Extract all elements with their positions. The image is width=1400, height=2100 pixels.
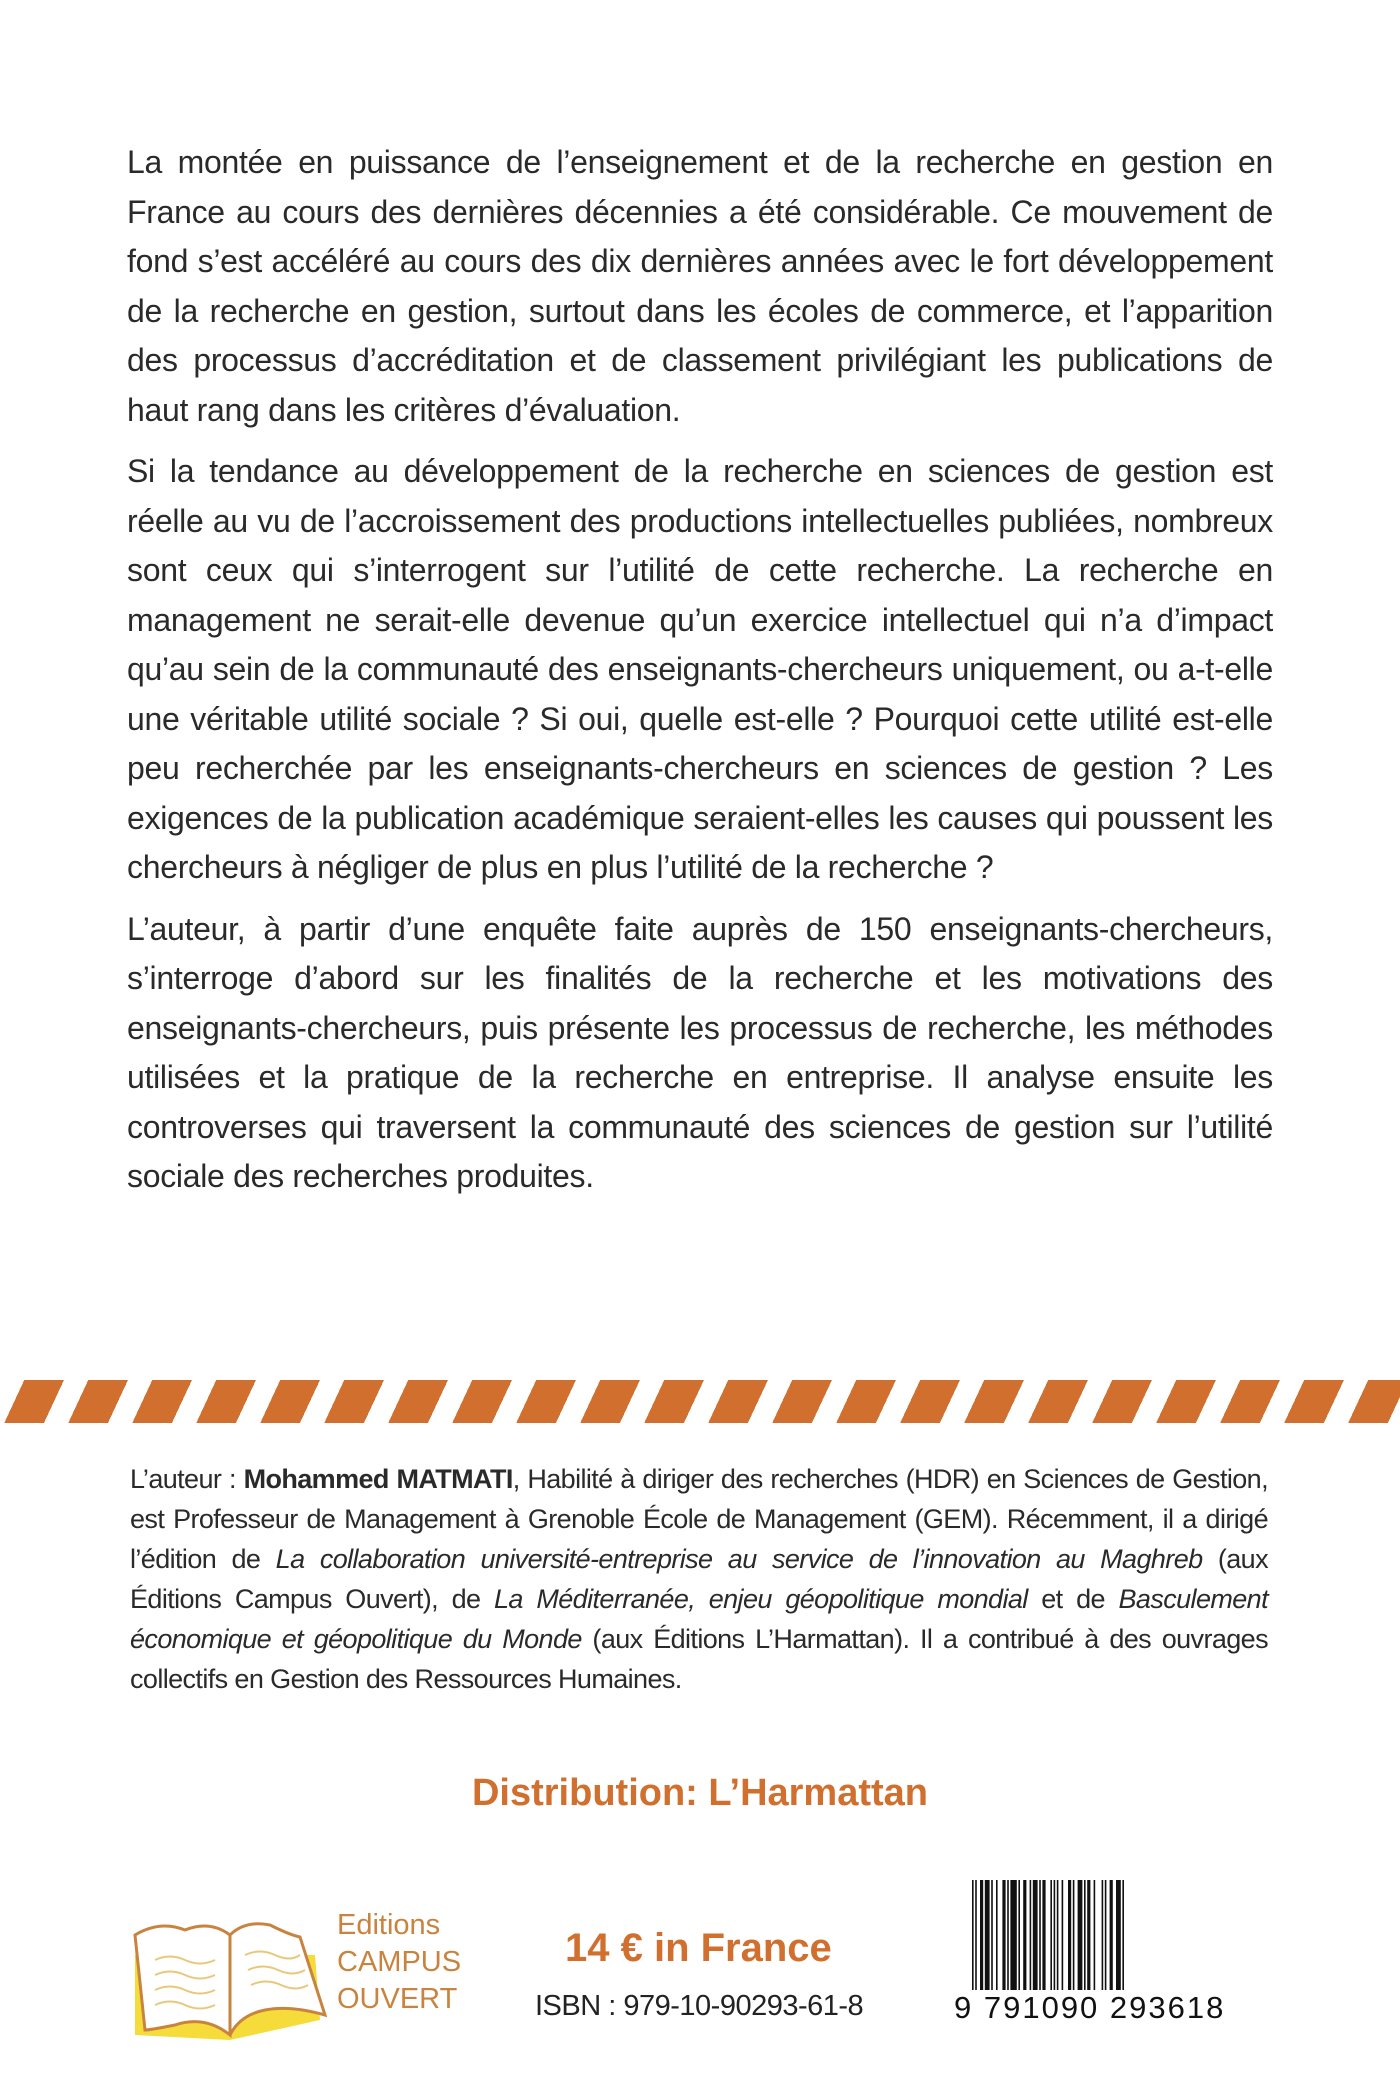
- publisher-name: [337, 1907, 461, 2018]
- publisher-line: CAMPUS: [337, 1946, 462, 1978]
- price: 14 € in France: [565, 1926, 832, 1970]
- blurb-paragraph: Si la tendance au développement de la recherche en sciences de gestion est réelle au vu de l’accroissement des productions intellectuelles publiées, nombreux sont ceux qui s’interrogent sur l’utilité de cette recherche. La recherche en management ne serait-elle devenue qu’un exercice intellectuel qui n’a d’impact qu’au sein de la communauté des enseignants-chercheurs uniquement, ou a-t-elle une véritable utilité sociale ? Si oui, quelle est-elle ? Pourquoi cette utilité est-elle peu recherchée par les enseignants-chercheurs en sciences de gestion ? Les exigences de la publication académique seraient-elles les causes qui poussent les chercheurs à négliger de plus en plus l’utilité de la recherche ?: [127, 453, 1273, 885]
- publisher-line: Editions: [337, 1909, 441, 1941]
- back-cover-blurb: [127, 138, 1273, 1214]
- bio-text: (aux Éditions Campus Ouvert), de: [130, 1544, 1268, 1614]
- isbn: ISBN : 979-10-90293-61-8: [535, 1990, 864, 2022]
- bio-text: et de: [1027, 1584, 1119, 1614]
- blurb-paragraph: La montée en puissance de l’enseignement et de la recherche en gestion en France au cours des dernières décennies a été considérable. Ce mouvement de fond s’est accéléré au cours des dix dernières années avec le fort développement de la recherche en gestion, surtout dans les écoles de commerce, et l’apparition des processus d’accréditation et de classement privilégiant les publications de haut rang dans les critères d’évaluation.: [127, 144, 1273, 428]
- bio-text: , Habilité à diriger des recherches (HDR) en Sciences de Gestion, est Professeur de Management à Grenoble École de Management (GEM). Récemment, il a dirigé l’édition de: [130, 1464, 1268, 1574]
- blurb-paragraph: L’auteur, à partir d’une enquête faite auprès de 150 enseignants-chercheurs, s’interroge d’abord sur les finalités de la recherche et les motivations des enseignants-chercheurs, puis présente les processus de recherche, les méthodes utilisées et la pratique de la recherche en entreprise. Il analyse ensuite les controverses qui traversent la communauté des sciences de gestion sur l’utilité sociale des recherches produites.: [127, 910, 1273, 1194]
- barcode-number: 9 791090 293618: [950, 1990, 1229, 2026]
- book-title: La Méditerranée, enjeu géopolitique mondial: [493, 1584, 1028, 1614]
- bio-text: (aux Éditions L’Harmattan). Il a contribué à des ouvrages collectifs en Gestion des Ressources Humaines.: [130, 1624, 1268, 1694]
- book-title: Basculement économique et géopolitique du Monde: [130, 1584, 1268, 1654]
- book-title: La collaboration université-entreprise au service de l’innovation au Maghreb: [275, 1544, 1203, 1574]
- striped-divider: [0, 1380, 1400, 1423]
- open-book-logo-icon: [130, 1915, 330, 2045]
- author-name: Mohammed MATMATI: [243, 1464, 513, 1494]
- distribution: Distribution: L’Harmattan: [471, 1772, 929, 1814]
- publisher-line: OUVERT: [337, 1983, 458, 2015]
- author-label: L’auteur :: [130, 1464, 244, 1494]
- author-bio: [130, 1459, 1268, 1699]
